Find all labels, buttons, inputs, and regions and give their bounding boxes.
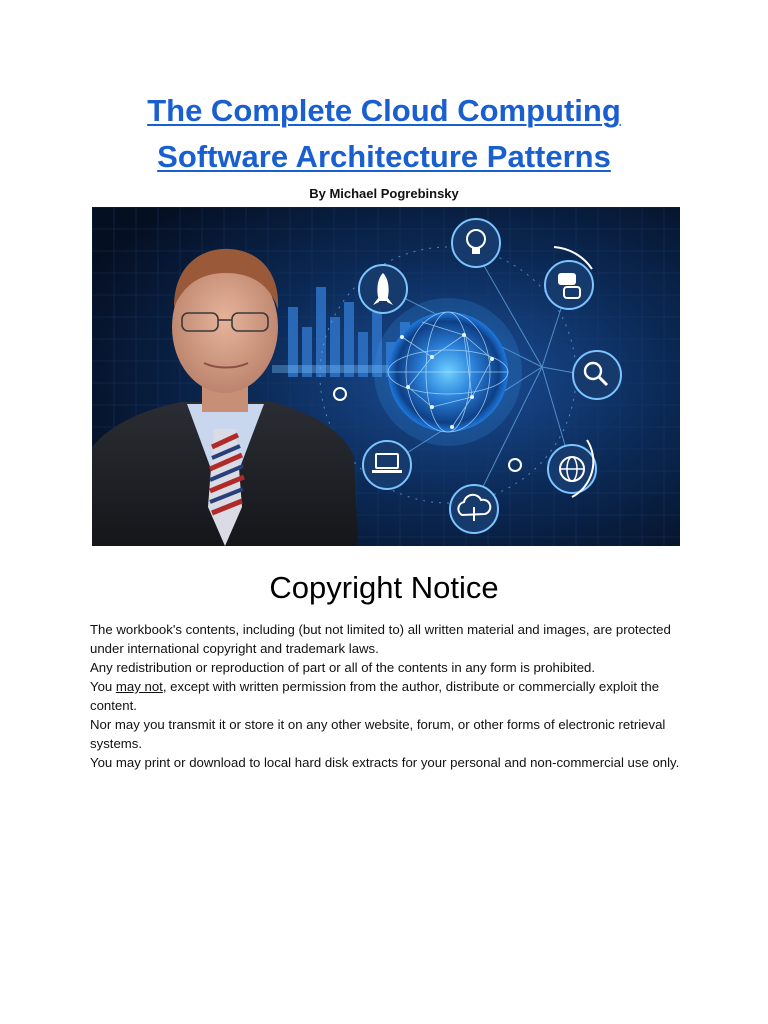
copyright-paragraph-5: You may print or download to local hard disk extracts for your personal and non-commercial use only.: [90, 755, 680, 770]
hero-image: [92, 207, 680, 546]
chat-icon: [545, 261, 593, 309]
globe-icon: [548, 445, 596, 493]
rocket-icon: [359, 265, 407, 313]
magnifier-icon: [573, 351, 621, 399]
title-line-1: The Complete Cloud Computing: [147, 93, 621, 128]
copyright-paragraph-3: [90, 677, 690, 715]
author-byline: By Michael Pogrebinsky: [309, 186, 459, 201]
copyright-paragraph-1: The workbook's contents, including (but not limited to) all written material and images, are protected under international copyright and trademark laws.: [90, 622, 671, 656]
laptop-icon: [363, 441, 411, 489]
copyright-paragraph-2: Any redistribution or reproduction of part or all of the contents in any form is prohibited.: [90, 660, 596, 675]
lightbulb-icon: [452, 219, 500, 267]
document-title-link[interactable]: [0, 88, 768, 180]
central-globe: [374, 298, 522, 446]
title-line-2: Software Architecture Patterns: [157, 139, 611, 174]
p3-prefix: You: [90, 679, 116, 694]
may-not-emphasis: may not: [115, 679, 163, 694]
copyright-heading: Copyright Notice: [269, 570, 499, 605]
copyright-body: [90, 620, 690, 772]
copyright-paragraph-4: Nor may you transmit it or store it on any other website, forum, or other forms of electronic retrieval systems.: [90, 717, 666, 751]
p3-suffix: , except with written permission from the author, distribute or commercially exploit the content.: [90, 679, 660, 713]
cloud-upload-icon: [450, 485, 498, 533]
hero-illustration: [92, 207, 680, 546]
